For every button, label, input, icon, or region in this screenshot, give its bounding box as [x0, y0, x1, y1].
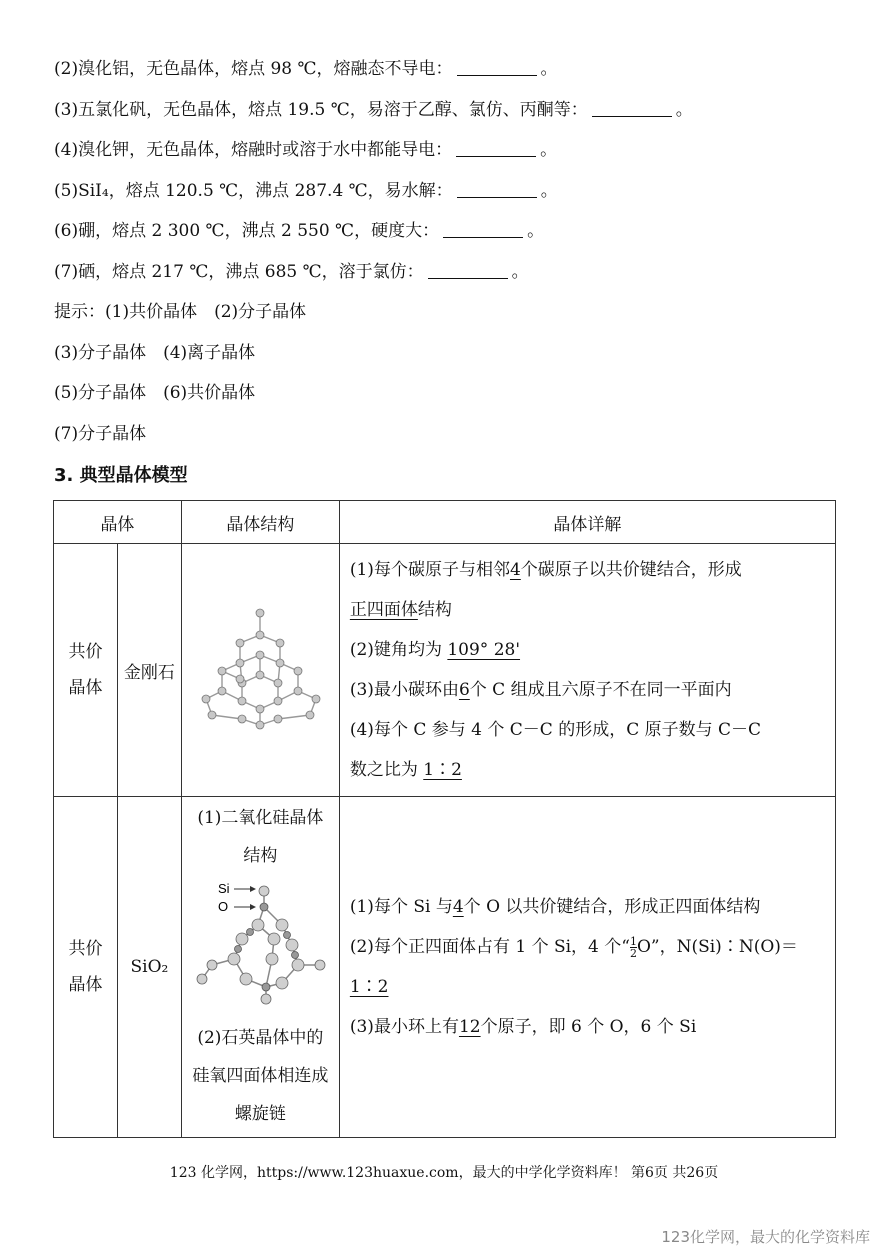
answer-blank	[592, 100, 672, 117]
crystal-model-table	[53, 500, 836, 1138]
diamond-lattice-figure	[182, 603, 338, 733]
answer-blank	[428, 262, 508, 279]
question-2: (2)溴化铝，无色晶体，熔点 98 ℃，熔融态不导电： 。	[54, 59, 558, 79]
answer-blank	[457, 181, 537, 198]
detail-item: (3)最小环上有12个原子，即 6 个 O，6 个 Si	[349, 1017, 697, 1037]
detail-item: (4)每个 C 参与 4 个 C－C 的形成，C 原子数与 C－C	[349, 720, 762, 740]
half-fraction: $\frac{1}{2}$	[629, 935, 637, 960]
sio2-structure-caption-1: (1)二氧化硅晶体结构	[197, 808, 324, 866]
row-category: 共价晶体	[54, 544, 118, 797]
sio2-structure-cell	[181, 797, 339, 1138]
answer-blank	[456, 140, 536, 157]
detail-item: (2)键角均为 109° 28'	[349, 640, 521, 660]
hint-label: 提示：	[54, 302, 105, 322]
hint-line-1: 提示：(1)共价晶体 (2)分子晶体	[54, 302, 307, 322]
sio2-structure-caption-2: (2)石英晶体中的硅氧四面体相连成螺旋链	[192, 1028, 329, 1124]
row-name: 金刚石	[117, 544, 181, 797]
watermark: 123化学网，最大的化学资料库	[661, 1228, 870, 1246]
hint-line-4: (7)分子晶体	[54, 424, 147, 444]
detail-item: 正四面体结构	[349, 600, 452, 620]
table-row-sio2	[54, 797, 836, 1138]
question-4: (4)溴化钾，无色晶体，熔融时或溶于水中都能导电： 。	[54, 140, 558, 160]
hint-line-3: (5)分子晶体 (6)共价晶体	[54, 383, 256, 403]
diamond-structure-image	[181, 544, 339, 797]
row-category: 共价晶体	[54, 797, 118, 1138]
header-crystal: 晶体	[54, 501, 182, 544]
answer-blank	[443, 221, 523, 238]
question-5: (5)SiI₄，熔点 120.5 ℃，沸点 287.4 ℃，易水解： 。	[54, 181, 558, 201]
header-detail: 晶体详解	[339, 501, 835, 544]
detail-item: 数之比为 1∶2	[349, 760, 462, 780]
row-name: SiO₂	[117, 797, 181, 1138]
detail-item: (1)每个 Si 与4个 O 以共价键结合，形成正四面体结构	[349, 897, 761, 917]
si-legend-label: Si	[218, 881, 230, 896]
question-3: (3)五氯化矾，无色晶体，熔点 19.5 ℃，易溶于乙醇、氯仿、丙酮等： 。	[54, 100, 693, 120]
table-row-diamond	[54, 544, 836, 797]
o-legend-label: O	[218, 899, 229, 914]
sio2-detail	[339, 797, 835, 1138]
section-title: 3. 典型晶体模型	[54, 465, 188, 486]
sio2-lattice-figure	[182, 875, 338, 1005]
page-footer: 123 化学网，https://www.123huaxue.com，最大的中学化学资料库！ 第6页 共26页	[169, 1165, 719, 1181]
question-6: (6)硼，熔点 2 300 ℃，沸点 2 550 ℃，硬度大： 。	[54, 221, 545, 241]
diamond-detail	[339, 544, 835, 797]
detail-item: (3)最小碳环由6个 C 组成且六原子不在同一平面内	[349, 680, 732, 700]
header-structure: 晶体结构	[181, 501, 339, 544]
answer-blank	[457, 59, 537, 76]
detail-item: (1)每个碳原子与相邻4个碳原子以共价键结合，形成	[349, 560, 742, 580]
detail-item: (2)每个正四面体占有 1 个 Si，4 个“ $\frac{1}{2}$ O”，N(Si)∶N(O)＝1∶2	[349, 935, 798, 997]
question-7: (7)硒，熔点 217 ℃，沸点 685 ℃，溶于氯仿： 。	[54, 262, 529, 282]
hint-line-2: (3)分子晶体 (4)离子晶体	[54, 343, 256, 363]
